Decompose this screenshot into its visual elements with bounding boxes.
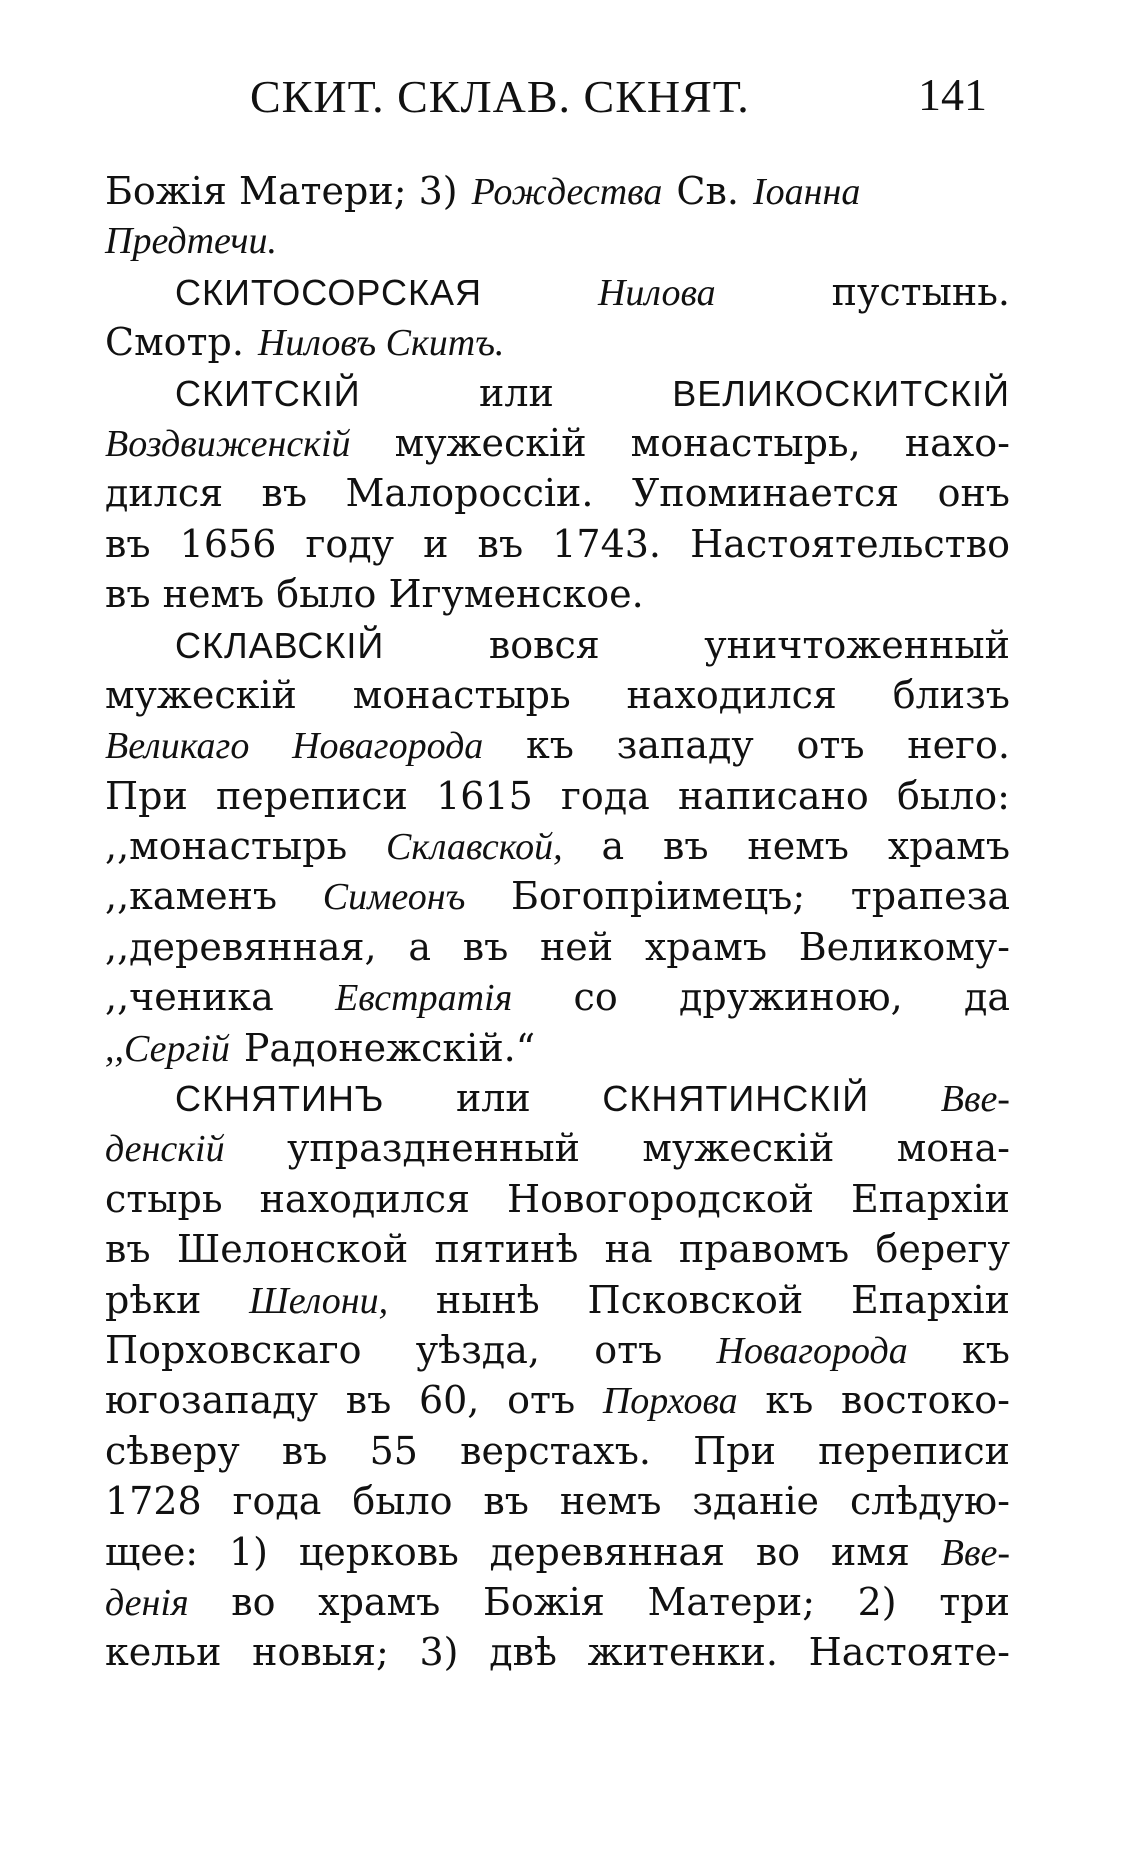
word: немъ bbox=[559, 1479, 662, 1524]
word: Божія bbox=[482, 1579, 605, 1624]
word: 1) bbox=[228, 1529, 268, 1574]
italic-word: Вве- bbox=[940, 1078, 1010, 1121]
word: 1743. bbox=[552, 521, 662, 566]
text-line bbox=[105, 620, 1010, 670]
word: было: bbox=[896, 773, 1010, 818]
word: кельи bbox=[105, 1630, 222, 1675]
word: мужескій bbox=[394, 420, 587, 465]
word: находился bbox=[259, 1176, 471, 1221]
word: въ bbox=[462, 924, 509, 969]
word: При bbox=[693, 1428, 776, 1473]
word: въ немъ было Игуменское. bbox=[105, 572, 644, 617]
word: году bbox=[305, 521, 395, 566]
word: нынѣ bbox=[435, 1277, 540, 1322]
word: пустынь. bbox=[831, 269, 1010, 314]
text-line bbox=[105, 720, 1010, 770]
word: Новогородской bbox=[507, 1176, 814, 1221]
word: стырь bbox=[105, 1176, 223, 1221]
text-line bbox=[105, 1073, 1010, 1123]
word: При bbox=[105, 773, 188, 818]
italic-word: Склавской, bbox=[386, 826, 563, 869]
word: переписи bbox=[215, 773, 408, 818]
word: сѣверу bbox=[105, 1428, 240, 1473]
word: со bbox=[573, 975, 618, 1020]
text-line bbox=[105, 1275, 1010, 1325]
text-line bbox=[105, 519, 1010, 569]
word: востоко- bbox=[841, 1378, 1010, 1423]
italic-word: Рождества bbox=[471, 171, 663, 213]
word: Псковской bbox=[587, 1277, 804, 1322]
text-line bbox=[105, 1023, 1010, 1073]
word: или bbox=[479, 370, 554, 415]
word: Матери; bbox=[647, 1579, 815, 1624]
word: и bbox=[423, 521, 449, 566]
word: года bbox=[232, 1479, 322, 1524]
word: онъ bbox=[937, 471, 1010, 516]
word: ней bbox=[539, 924, 614, 969]
word: немъ bbox=[747, 824, 849, 869]
word: во bbox=[755, 1529, 801, 1574]
word: храмъ bbox=[644, 924, 768, 969]
italic-word: Симеонъ bbox=[322, 876, 466, 919]
italic-word: Порхова bbox=[602, 1380, 738, 1423]
word: Божія Матери; 3) bbox=[105, 169, 458, 213]
page-number: 141 bbox=[918, 69, 987, 120]
word: деревянная bbox=[489, 1529, 726, 1574]
italic-word: Шелони, bbox=[249, 1279, 389, 1322]
text-line bbox=[105, 1527, 1010, 1577]
text-line bbox=[105, 166, 1010, 216]
text-line bbox=[105, 317, 1010, 367]
word: Настоятельство bbox=[690, 521, 1010, 566]
text-line bbox=[105, 368, 1010, 418]
word: къ bbox=[526, 723, 574, 768]
word: мужескій bbox=[105, 672, 297, 717]
word: или bbox=[455, 1076, 531, 1121]
word: въ bbox=[281, 1428, 328, 1473]
text-line bbox=[105, 1375, 1010, 1425]
word: вовся bbox=[488, 622, 600, 667]
word: храмъ bbox=[887, 824, 1010, 869]
word: Радонежскій.“ bbox=[243, 1025, 536, 1070]
italic-word: Новагорода bbox=[716, 1329, 908, 1372]
word: 1728 bbox=[105, 1479, 202, 1524]
text-line bbox=[105, 468, 1010, 518]
word: 3) bbox=[419, 1630, 459, 1675]
entry-heading: СКНЯТИНЪ bbox=[175, 1078, 385, 1120]
word: въ bbox=[662, 824, 709, 869]
word: отъ bbox=[594, 1327, 663, 1372]
word: трапеза bbox=[850, 874, 1010, 919]
word: Епархіи bbox=[851, 1176, 1010, 1221]
word: находился bbox=[626, 672, 837, 717]
word: написано bbox=[678, 773, 869, 818]
word: слѣдую- bbox=[849, 1479, 1010, 1524]
italic-word: ,,Сергій bbox=[105, 1027, 230, 1070]
word: въ bbox=[345, 1378, 392, 1423]
word: пятинѣ bbox=[434, 1227, 579, 1272]
word: Св. bbox=[676, 169, 739, 213]
word: а bbox=[601, 824, 625, 869]
word: отъ bbox=[796, 723, 865, 768]
word: двѣ bbox=[489, 1630, 557, 1675]
text-line bbox=[105, 1123, 1010, 1173]
text-line bbox=[105, 1325, 1010, 1375]
word: Епархіи bbox=[851, 1277, 1010, 1322]
word: 1656 bbox=[179, 521, 277, 566]
word: имя bbox=[831, 1529, 910, 1574]
word: зданіе bbox=[692, 1479, 820, 1524]
entry-heading: СКИТСКІЙ bbox=[175, 372, 361, 414]
text-line bbox=[105, 569, 1010, 619]
word: отъ bbox=[507, 1378, 576, 1423]
word: Малороссіи. bbox=[345, 471, 594, 516]
word: западу bbox=[616, 723, 754, 768]
text-line bbox=[105, 871, 1010, 921]
word: въ bbox=[483, 1479, 529, 1524]
word: Шелонской bbox=[176, 1227, 409, 1272]
word: въ bbox=[477, 521, 524, 566]
text-line bbox=[105, 922, 1010, 972]
entry-heading: ВЕЛИКОСКИТСКІЙ bbox=[672, 372, 1010, 414]
word: близъ bbox=[892, 672, 1010, 717]
text-line bbox=[105, 1174, 1010, 1224]
entry-heading: СКИТОСОРСКАЯ bbox=[175, 271, 483, 313]
italic-word: Новагорода bbox=[292, 725, 484, 768]
word: житенки. bbox=[587, 1630, 778, 1675]
text-line bbox=[105, 670, 1010, 720]
italic-word: Великаго bbox=[105, 725, 250, 768]
entry-heading: СКНЯТИНСКІЙ bbox=[602, 1078, 870, 1120]
word: монастырь, bbox=[630, 420, 861, 465]
italic-word: Предтечи. bbox=[105, 220, 278, 263]
word: три bbox=[939, 1579, 1010, 1624]
text-line bbox=[105, 972, 1010, 1022]
italic-word: денскій bbox=[105, 1128, 225, 1171]
word: правомъ bbox=[678, 1227, 850, 1272]
word: Настояте- bbox=[808, 1630, 1010, 1675]
word: переписи bbox=[818, 1428, 1010, 1473]
text-line bbox=[105, 418, 1010, 468]
word: Смотр. bbox=[105, 320, 244, 365]
word: югозападу bbox=[105, 1378, 318, 1423]
word: въ bbox=[261, 471, 308, 516]
word: ,,монастырь bbox=[105, 824, 348, 869]
word: во bbox=[231, 1579, 276, 1624]
word: дился bbox=[105, 471, 224, 516]
italic-word: Евстратія bbox=[335, 977, 513, 1020]
italic-word: Ниловъ Скитъ. bbox=[257, 322, 505, 365]
text-line bbox=[105, 1224, 1010, 1274]
word: въ bbox=[105, 521, 151, 566]
word: мужескій bbox=[642, 1126, 835, 1171]
word: Великому- bbox=[798, 924, 1010, 969]
word: Упоминается bbox=[631, 471, 900, 516]
word: ,,ченика bbox=[105, 975, 274, 1020]
word: дружиною, bbox=[678, 975, 903, 1020]
running-head: СКИТ. СКЛАВ. СКНЯТ. bbox=[250, 71, 750, 122]
word: 60, bbox=[418, 1378, 480, 1423]
italic-word: денія bbox=[105, 1581, 189, 1624]
word: него. bbox=[907, 723, 1010, 768]
word: 1615 bbox=[436, 773, 533, 818]
word: на bbox=[604, 1227, 653, 1272]
word: было bbox=[352, 1479, 453, 1524]
word: уѣзда, bbox=[415, 1327, 540, 1372]
word: къ bbox=[765, 1378, 814, 1423]
word: къ bbox=[962, 1327, 1010, 1372]
word: верстахъ. bbox=[460, 1428, 651, 1473]
word: 2) bbox=[857, 1579, 897, 1624]
word: храмъ bbox=[318, 1579, 441, 1624]
text-line bbox=[105, 1476, 1010, 1526]
italic-word: Нилова bbox=[597, 271, 716, 314]
word: а bbox=[408, 924, 431, 969]
word: монастырь bbox=[352, 672, 571, 717]
text-line bbox=[105, 821, 1010, 871]
text-line bbox=[105, 1577, 1010, 1627]
word: ,,каменъ bbox=[105, 874, 278, 919]
word: уничтоженный bbox=[704, 622, 1010, 667]
word: мона- bbox=[896, 1126, 1010, 1171]
body-text bbox=[105, 166, 1010, 1678]
word: Порховскаго bbox=[105, 1327, 362, 1372]
word: нахо- bbox=[904, 420, 1010, 465]
word: щее: bbox=[105, 1529, 199, 1574]
text-line bbox=[105, 216, 1010, 266]
text-line bbox=[105, 1426, 1010, 1476]
text-line bbox=[105, 1627, 1010, 1677]
italic-word: Іоанна bbox=[752, 171, 861, 213]
word: упраздненный bbox=[287, 1126, 580, 1171]
word: Богопріимецъ; bbox=[510, 874, 806, 919]
word: берегу bbox=[875, 1227, 1010, 1272]
word: года bbox=[560, 773, 650, 818]
word: да bbox=[963, 975, 1010, 1020]
text-line bbox=[105, 771, 1010, 821]
word: 55 bbox=[369, 1428, 418, 1473]
text-line bbox=[105, 267, 1010, 317]
word: ,,деревянная, bbox=[105, 924, 377, 969]
italic-word: Вве- bbox=[940, 1531, 1010, 1574]
italic-word: Воздвиженскій bbox=[105, 422, 351, 465]
word: церковь bbox=[298, 1529, 459, 1574]
word: новыя; bbox=[252, 1630, 389, 1675]
word: рѣки bbox=[105, 1277, 202, 1322]
word: въ bbox=[105, 1227, 151, 1272]
entry-heading: СКЛАВСКІЙ bbox=[175, 624, 385, 666]
